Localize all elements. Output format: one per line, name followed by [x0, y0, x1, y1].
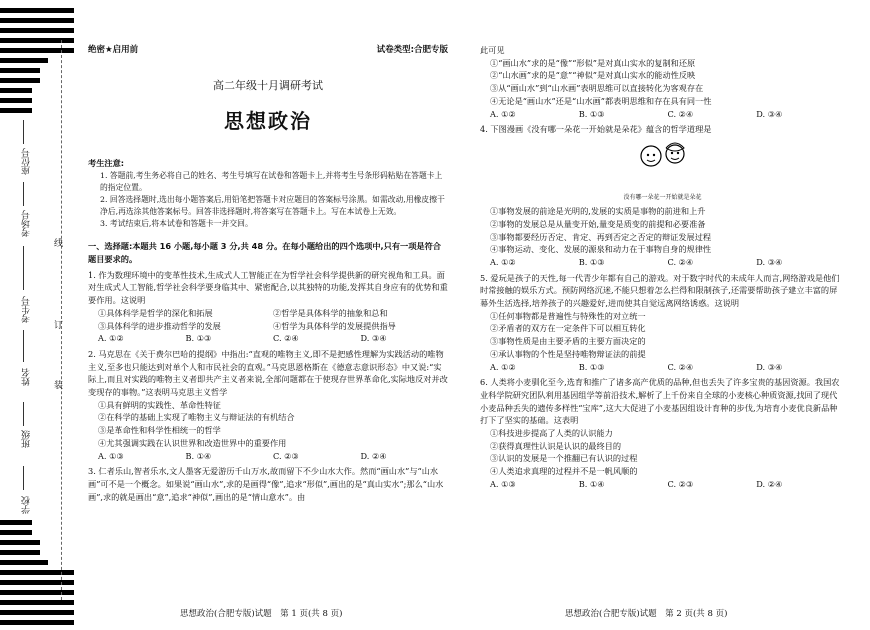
right-page: [480, 44, 845, 491]
choice-b: B. ①③: [185, 333, 212, 344]
section-heading: 一、选择题:本题共 16 小题,每小题 3 分,共 48 分。在每小题给出的四个选项中,只有一项是符合题目要求的。: [88, 241, 441, 265]
question-stem: 3. 仁者乐山,智者乐水,文人墨客无爱游历千山万水,故而留下不少山水大作。然而“画山水”与“山水画”可不是一个概念。如果说“画山水”,求的是画得“像”,追求“形似”,画出的是“真山实水”;那么“山水画”,求的就是画出“意”,追求“神似”,画出的是“情山意水”。由: [88, 466, 444, 502]
cut-label-zhuang: 装: [54, 381, 64, 391]
binding-stripe: [0, 590, 74, 595]
seat-line: [23, 120, 24, 144]
choice-c: C. ②④: [273, 333, 299, 344]
statement: ①科技进步提高了人类的认识能力: [490, 428, 613, 439]
binding-stripe: [0, 570, 74, 575]
left-page: [88, 44, 448, 503]
cut-label-ding: 订: [54, 321, 64, 331]
choice-b: B. ①④: [578, 478, 605, 489]
choice-d: D. ③④: [360, 333, 387, 344]
binding-stripe: [0, 68, 40, 73]
choice-d: D. ②④: [756, 478, 783, 489]
cut-label-xian: 线: [54, 239, 64, 249]
statement: ②在科学的基础上实现了唯物主义与辩证法的有机结合: [98, 412, 295, 423]
choice-c: C. ②③: [667, 478, 694, 489]
statement: ④哲学为具体科学的发展提供指导: [273, 320, 396, 331]
statement: ②事物的发展总是从量变开始,量变是质变的前提和必要准备: [490, 218, 706, 229]
binding-stripe: [0, 530, 32, 535]
school-line: [23, 466, 24, 490]
choice-b: B. ①③: [578, 361, 605, 372]
left-header: [88, 44, 448, 57]
question-5: [480, 272, 845, 374]
statement: ②哲学是具体科学的抽象和总和: [273, 307, 388, 318]
choice-a: A. ①②: [98, 333, 124, 344]
question-stem: 4. 下图漫画《没有哪一朵花一开始就是朵花》蕴含的哲学道理是: [480, 124, 712, 135]
statement: ①具有鲜明的实践性、革命性特征: [98, 399, 221, 410]
binding-stripe: [0, 18, 74, 23]
right-footer: 思想政治(合肥专版)试题 第 2 页(共 8 页): [565, 609, 728, 619]
question-3: [88, 465, 448, 503]
notice-block: [88, 157, 448, 230]
school-label: 学校: [22, 496, 32, 514]
statement: ①具体科学是哲学的深化和拓展: [98, 307, 213, 318]
binding-stripe: [0, 78, 40, 83]
statement: ④承认事物的个性是坚持唯物辩证法的前提: [490, 348, 646, 359]
binding-stripe: [0, 610, 74, 615]
student-no-line: [23, 246, 24, 290]
exam-room-label: 考场号: [22, 210, 32, 237]
binding-stripe: [0, 540, 40, 545]
statement: ③是革命性和科学性相统一的哲学: [98, 425, 221, 436]
statement: ②获得真理性认识是认识的最终目的: [490, 440, 622, 451]
choice-a: A. ①②: [490, 361, 516, 372]
binding-margin: [0, 0, 78, 630]
choice-a: A. ①②: [490, 108, 516, 119]
statement: ④无论是“画山水”还是“山水画”都表明思维和存在具有同一性: [490, 95, 712, 106]
notice-item: 1. 答题前,考生务必将自己的姓名、考生号填写在试卷和答题卡上,并将考生号条形码粘贴在答题卡上的指定位置。: [100, 170, 443, 192]
continued-text: 此可见: [480, 45, 505, 55]
binding-stripe: [0, 98, 32, 103]
student-no-label: 考生号: [22, 296, 32, 323]
question-stem: 6. 人类将小麦驯化至今,选育和推广了诸多高产优质的品种,但也丢失了许多宝贵的基因资源。我国农业科学院研究团队利用基因组学等前沿技术,解析了上千份来自全球的小麦核心种质资源,找回了现代小麦品种丢失的遗传多样性“宝库”,这大大促进了小麦基因组设计育种的步伐,为培育小麦优良新品种打下了坚实的基础。这表明: [480, 377, 840, 426]
choice-d: D. ③④: [756, 361, 783, 372]
statement: ③具体科学的进步推动哲学的发展: [98, 320, 221, 331]
statement: ①“画山水”求的是“像”“形似”是对真山实水的复制和还原: [490, 57, 696, 68]
question-stem: 5. 爱玩是孩子的天性,每一代青少年都有自己的游戏。对于数字时代的未成年人而言,网络游戏是他们时常接触的娱乐方式。预防网络沉迷,不能只想着怎么拦得和限制孩子,还需要帮助孩子建立丰富的屏幕外生活选择,培养孩子的兴趣爱好,进而使其自觉远离网络诱惑。这说明: [480, 272, 840, 309]
binding-stripe: [0, 28, 74, 33]
statement: ②矛盾者的双方在一定条件下可以相互转化: [490, 323, 646, 334]
seat-label: 座位号: [22, 148, 32, 175]
choice-b: B. ①③: [578, 108, 605, 119]
choice-b: B. ①③: [578, 256, 605, 267]
choice-b: B. ①④: [185, 450, 212, 461]
binding-stripe: [0, 58, 48, 63]
choice-a: A. ①③: [490, 478, 516, 489]
choice-d: D. ③④: [756, 256, 783, 267]
binding-stripe: [0, 8, 74, 13]
notice-item: 2. 回答选择题时,选出每小题答案后,用铅笔把答题卡对应题目的答案标号涂黑。如需改动,用橡皮擦干净后,再选涂其他答案标号。回答非选择题时,将答案写在答题卡上。写在本试卷上无效。: [100, 195, 445, 217]
binding-stripe: [0, 88, 32, 93]
question-4: [480, 123, 845, 268]
choice-d: D. ③④: [756, 108, 783, 119]
paper-type: 试卷类型:合肥专版: [376, 45, 448, 55]
notice-title: 考生注意:: [88, 158, 125, 169]
cartoon-image: [623, 140, 703, 192]
choice-c: C. ②④: [667, 361, 694, 372]
statement: ③从“画山水”到“山水画”表明思维可以直接转化为客观存在: [490, 83, 704, 94]
choice-a: A. ①③: [98, 450, 124, 461]
binding-stripe: [0, 38, 74, 43]
class-line: [23, 402, 24, 426]
name-line: [23, 330, 24, 362]
class-label: 班级: [22, 430, 32, 448]
question-6: [480, 376, 845, 490]
statement: ④人类追求真理的过程并不是一帆风顺的: [490, 466, 638, 477]
question-1: [88, 269, 448, 345]
binding-stripe: [0, 580, 74, 585]
name-label: 姓名: [22, 368, 32, 386]
notice-item: 3. 考试结束后,将本试卷和答题卡一并交回。: [100, 219, 253, 229]
statement: ③事物都要经历否定、肯定、再到否定之否定的辩证发展过程: [490, 231, 712, 242]
binding-stripe: [0, 600, 74, 605]
binding-stripe: [0, 48, 74, 53]
question-stem: 2. 马克思在《关于费尔巴哈的提纲》中指出:“直观的唯物主义,即不是把感性理解为实践活动的唯物主义,至多也只能达到对单个人和市民社会的直观。”马克思恩格斯在《德意志意识形态》中又说:“实际上,而且对实践的唯物主义者即共产主义者来说,全部问题都在于使现存世界革命化,实际地反对并改变现存的事物。”这表明马克思主义哲学: [88, 348, 448, 398]
choice-c: C. ②③: [273, 450, 299, 461]
statement: ①事物发展的前途是光明的,发展的实质是事物的前进和上升: [490, 206, 706, 217]
choice-d: D. ②④: [360, 450, 387, 461]
left-footer: 思想政治(合肥专版)试题 第 1 页(共 8 页): [180, 609, 343, 619]
binding-stripe: [0, 550, 40, 555]
binding-stripe: [0, 620, 74, 625]
confidential-mark: 绝密★启用前: [88, 45, 139, 55]
binding-stripe: [0, 520, 32, 525]
statement: ④尤其强调实践在认识世界和改造世界中的重要作用: [98, 437, 287, 448]
exam-title: 高二年级十月调研考试: [213, 79, 323, 93]
statement: ③认识的发展是一个推翻已有认识的过程: [490, 453, 638, 464]
question-2: [88, 348, 448, 462]
statement: ④事物运动、变化、发展的源泉和动力在于事物自身的规律性: [490, 244, 712, 255]
choice-c: C. ②④: [667, 256, 694, 267]
statement: ③事物性质是由主要矛盾的主要方面决定的: [490, 336, 646, 347]
binding-stripe: [0, 108, 32, 113]
statement: ②“山水画”求的是“意”“神似”是对真山实水的能动性反映: [490, 70, 696, 81]
question-stem: 1. 作为数理环境中的变革性技术,生成式人工智能正在为哲学社会科学提供新的研究视角和工具。面对生成式人工智能,哲学社会科学要身临其中、紧密配合,以其独特的功能,发挥其自身应有的优势和重要作用。这说明: [88, 269, 448, 306]
choice-a: A. ①②: [490, 256, 516, 267]
subject-title: 思想政治: [224, 109, 312, 134]
cartoon-caption: 没有哪一朵花一开始就是朵花: [623, 193, 702, 201]
choice-c: C. ②④: [667, 108, 694, 119]
statement: ①任何事物都是普遍性与特殊性的对立统一: [490, 310, 646, 321]
exam-room-line: [23, 182, 24, 206]
binding-stripe: [0, 560, 48, 565]
